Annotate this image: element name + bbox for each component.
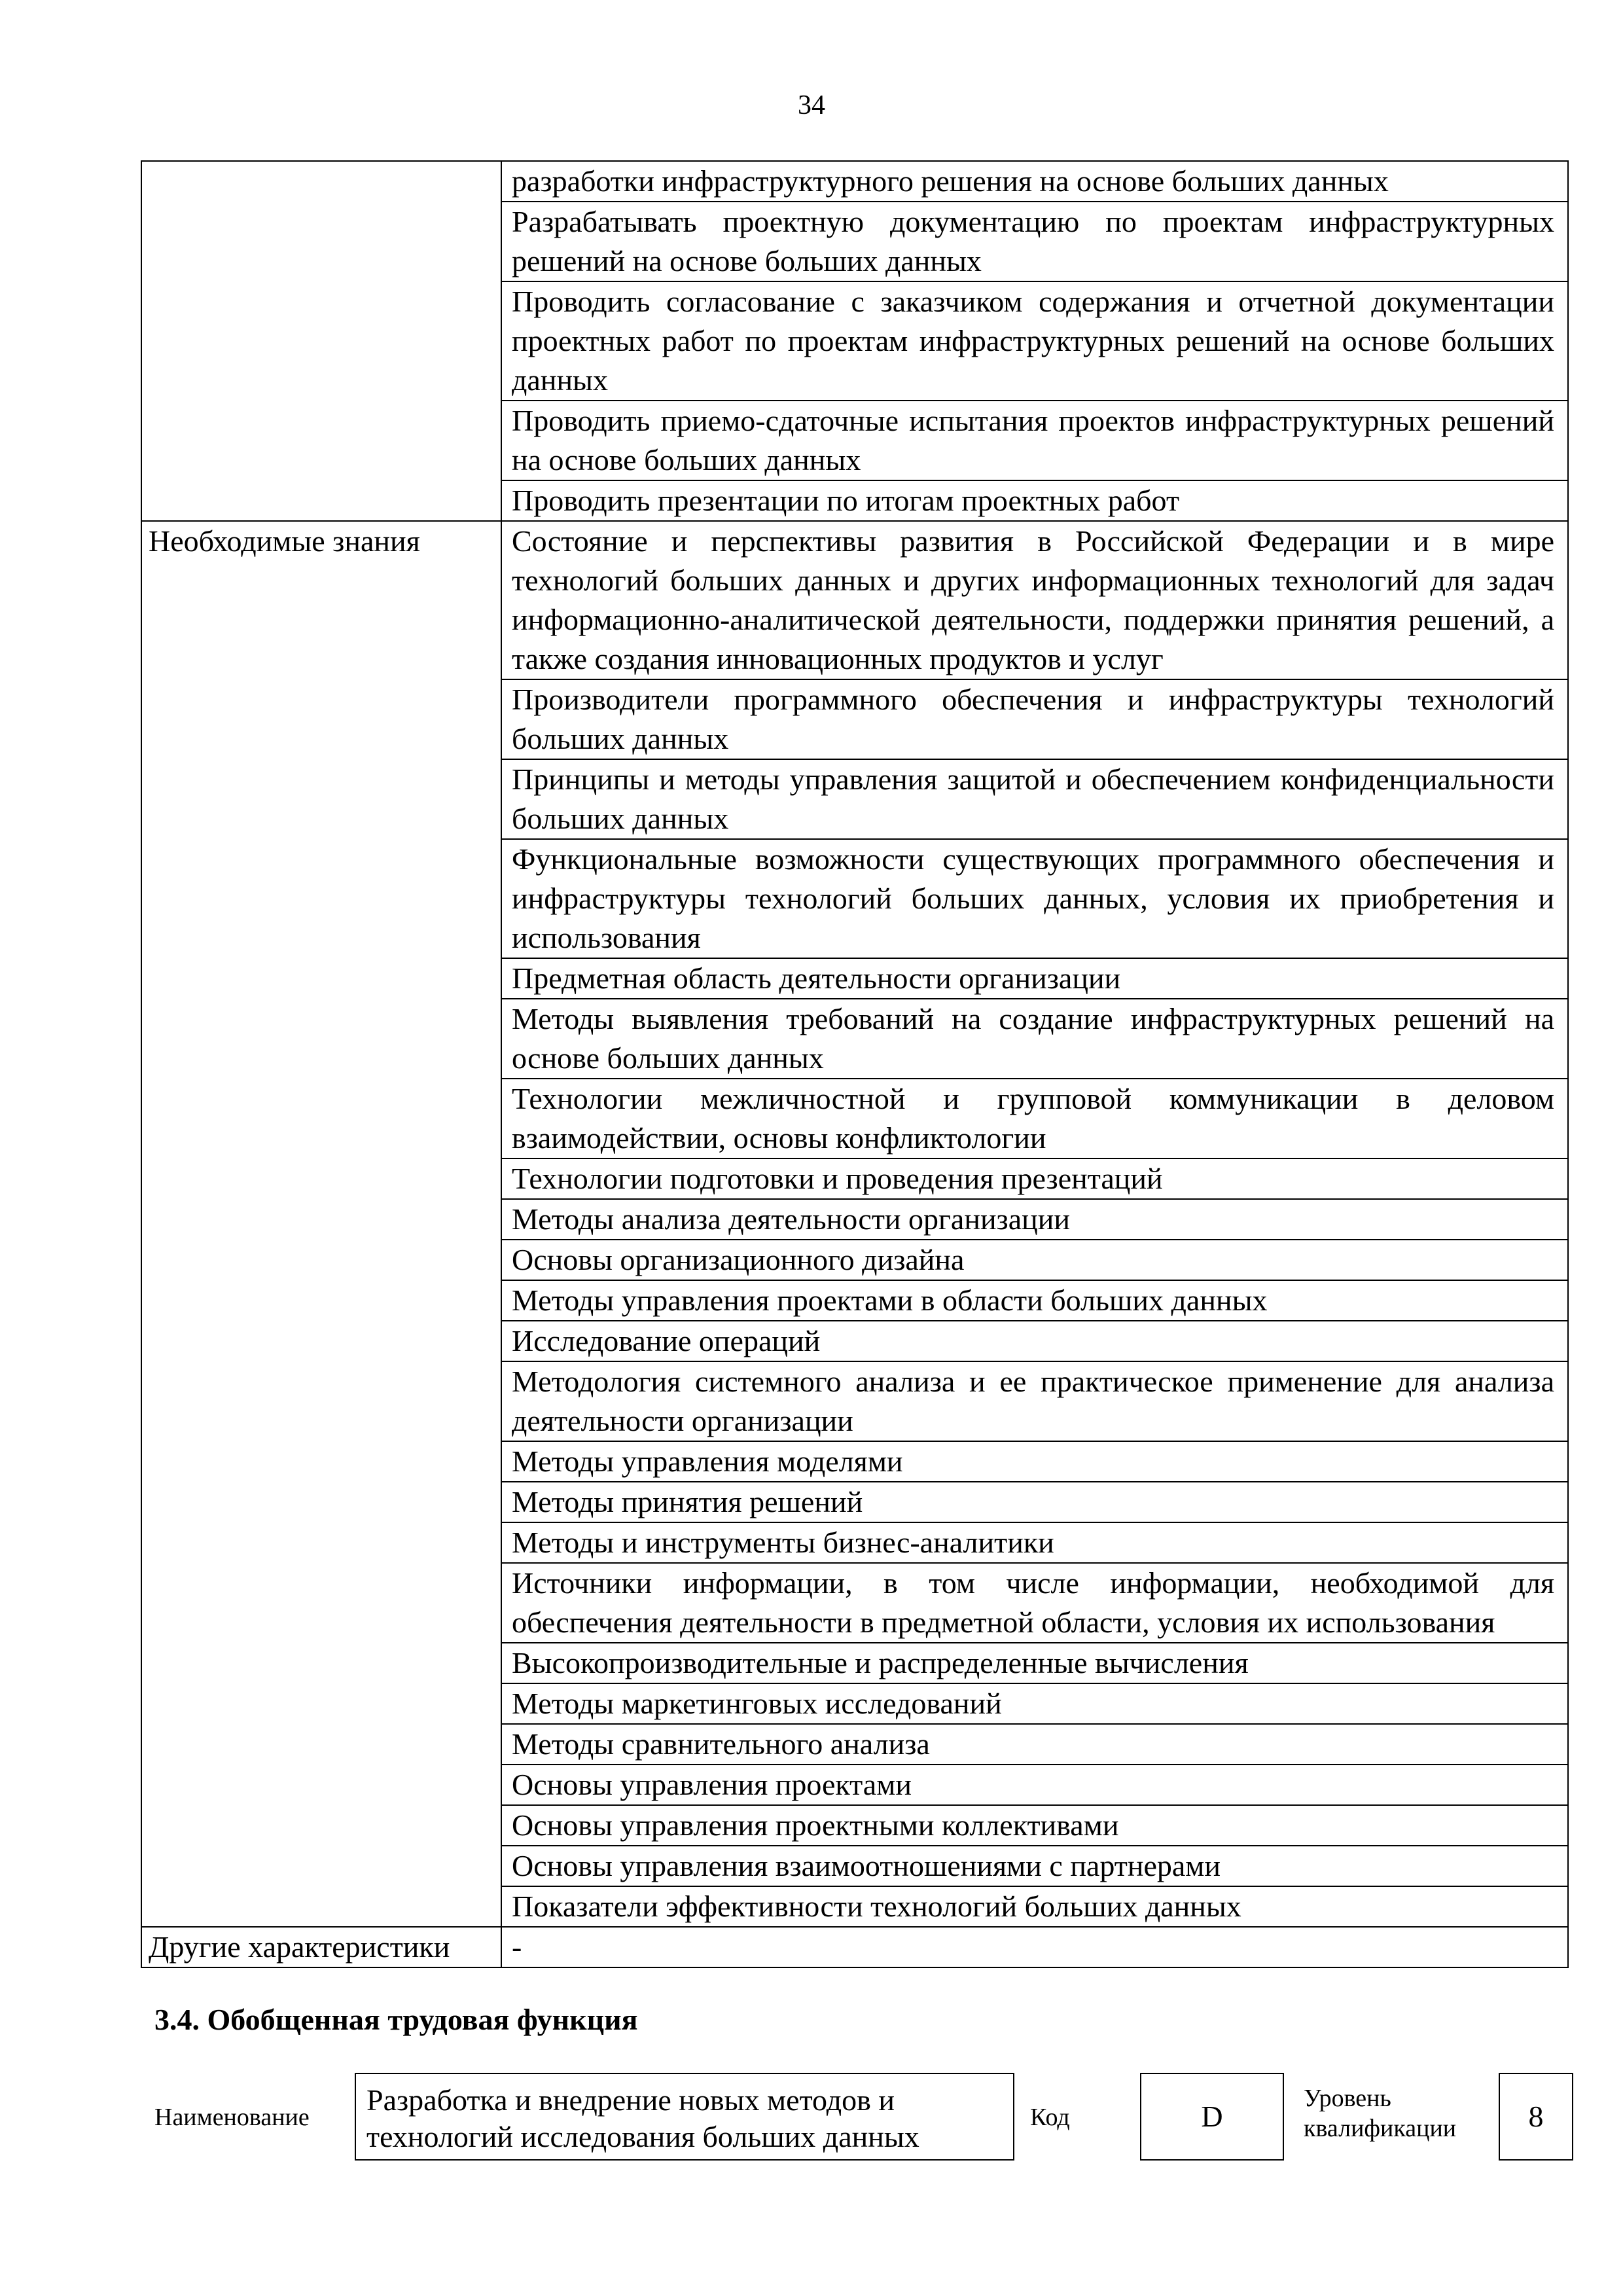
row-item: Основы организационного дизайна xyxy=(501,1240,1568,1280)
code-box xyxy=(1140,2073,1284,2161)
row-label xyxy=(141,161,501,521)
code-label: Код xyxy=(1030,2104,1070,2131)
row-item: Методы выявления требований на создание инфраструктурных решений на основе больших данных xyxy=(501,999,1568,1079)
name-label: Наименование xyxy=(154,2104,310,2131)
row-item: Состояние и перспективы развития в Российской Федерации и в мире технологий больших данных и других информационных технологий для задач информационно-аналитической деятельности, поддержки принятия решений, а также создания инновационных продуктов и услуг xyxy=(501,521,1568,679)
row-item: Методология системного анализа и ее практическое применение для анализа деятельности организации xyxy=(501,1361,1568,1441)
row-item: Методы управления проектами в области больших данных xyxy=(501,1280,1568,1321)
row-item: Высокопроизводительные и распределенные вычисления xyxy=(501,1643,1568,1683)
row-item: Методы сравнительного анализа xyxy=(501,1724,1568,1765)
level-value: 8 xyxy=(1528,2100,1544,2133)
row-item: Методы маркетинговых исследований xyxy=(501,1683,1568,1724)
table-row xyxy=(141,521,1568,679)
row-item: Основы управления проектами xyxy=(501,1765,1568,1805)
skills-table-body xyxy=(141,161,1568,1967)
section-title: 3.4. Обобщенная трудовая функция xyxy=(154,2003,638,2036)
row-item: Основы управления проектными коллективами xyxy=(501,1805,1568,1846)
row-item: Предметная область деятельности организации xyxy=(501,958,1568,999)
page-number: 34 xyxy=(798,90,825,120)
row-item: Источники информации, в том числе информации, необходимой для обеспечения деятельности в предметной области, условия их использования xyxy=(501,1563,1568,1643)
name-line: технологий исследования больших данных xyxy=(366,2120,919,2153)
level-label-line: квалификации xyxy=(1304,2115,1457,2142)
row-item: Исследование операций xyxy=(501,1321,1568,1361)
row-item: Функциональные возможности существующих программного обеспечения и инфраструктуры технологий больших данных, условия их приобретения и использования xyxy=(501,839,1568,958)
row-item: Показатели эффективности технологий больших данных xyxy=(501,1886,1568,1927)
row-item: - xyxy=(501,1927,1568,1967)
table-row xyxy=(141,1927,1568,1967)
row-item: Технологии межличностной и групповой коммуникации в деловом взаимодействии, основы конфликтологии xyxy=(501,1079,1568,1158)
name-box xyxy=(355,2073,1014,2161)
row-label: Другие характеристики xyxy=(141,1927,501,1967)
level-label-line: Уровень xyxy=(1304,2085,1391,2112)
row-item: Методы управления моделями xyxy=(501,1441,1568,1482)
row-item: Разрабатывать проектную документацию по проектам инфраструктурных решений на основе больших данных xyxy=(501,202,1568,281)
row-item: Основы управления взаимоотношениями с партнерами xyxy=(501,1846,1568,1886)
row-item: разработки инфраструктурного решения на основе больших данных xyxy=(501,161,1568,202)
row-item: Методы анализа деятельности организации xyxy=(501,1199,1568,1240)
row-label: Необходимые знания xyxy=(141,521,501,1927)
level-label xyxy=(1304,2083,1456,2144)
row-item: Проводить согласование с заказчиком содержания и отчетной документации проектных работ по проектам инфраструктурных решений на основе больших данных xyxy=(501,281,1568,401)
name-line: Разработка и внедрение новых методов и xyxy=(366,2083,895,2117)
row-item: Проводить приемо-сдаточные испытания проектов инфраструктурных решений на основе больших данных xyxy=(501,401,1568,480)
level-box xyxy=(1499,2073,1573,2161)
row-item: Методы и инструменты бизнес-аналитики xyxy=(501,1522,1568,1563)
row-item: Производители программного обеспечения и инфраструктуры технологий больших данных xyxy=(501,679,1568,759)
row-item: Проводить презентации по итогам проектных работ xyxy=(501,480,1568,521)
row-item: Технологии подготовки и проведения презентаций xyxy=(501,1158,1568,1199)
skills-table xyxy=(141,160,1569,1968)
row-item: Методы принятия решений xyxy=(501,1482,1568,1522)
code-value: D xyxy=(1201,2100,1223,2133)
row-item: Принципы и методы управления защитой и обеспечением конфиденциальности больших данных xyxy=(501,759,1568,839)
table-row xyxy=(141,161,1568,202)
